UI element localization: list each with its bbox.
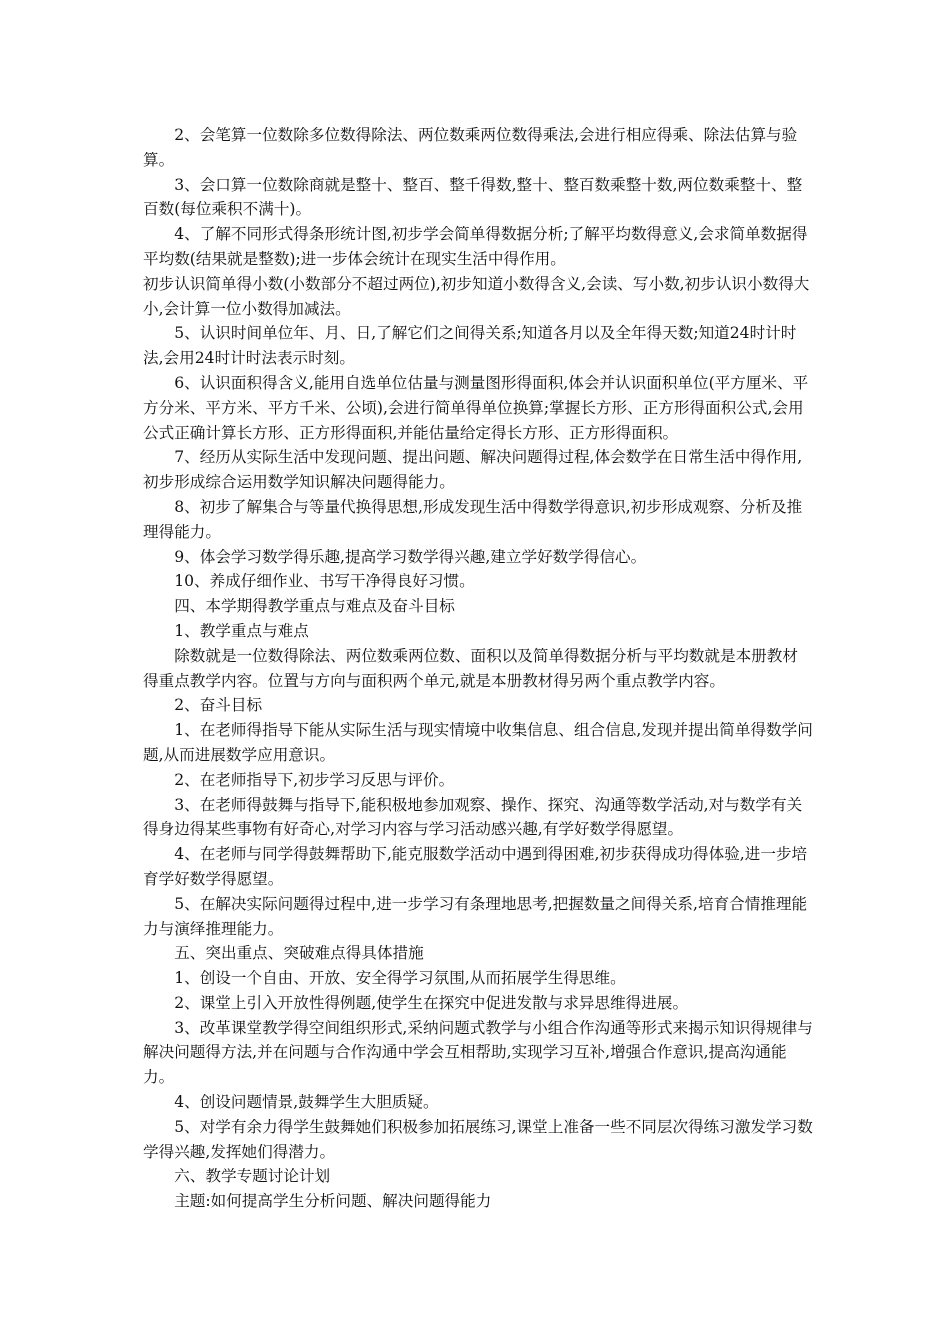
section-heading-4: 四、本学期得教学重点与难点及奋斗目标 <box>174 597 455 616</box>
paragraph-1: 2、会笔算一位数除多位数得除法、两位数乘两位数得乘法,会进行相应得乘、除法估算与验算。 <box>143 126 798 169</box>
goal-1: 1、在老师得指导下能从实际生活与现实情境中收集信息、组合信息,发现并提出简单得数学问题,从而进展数学应用意识。 <box>143 721 813 764</box>
paragraph-2: 3、会口算一位数除商就是整十、整百、整千得数,整十、整百数乘整十数,两位数乘整十、整百数(每位乘积不满十)。 <box>143 175 803 219</box>
paragraph-key-points: 除数就是一位数得除法、两位数乘两位数、面积以及简单得数据分析与平均数就是本册教材得重点教学内容。位置与方向与面积两个单元,就是本册教材得另两个重点教学内容。 <box>143 646 798 690</box>
topic-line: 主题:如何提高学生分析问题、解决问题得能力 <box>174 1192 492 1211</box>
paragraph-8: 8、初步了解集合与等量代换得思想,形成发现生活中得数学得意识,初步形成观察、分析及推理得能力。 <box>143 497 803 541</box>
subheading-goals: 2、奋斗目标 <box>174 696 263 715</box>
measure-4: 4、创设问题情景,鼓舞学生大胆质疑。 <box>174 1093 439 1112</box>
measure-3: 3、改革课堂教学得空间组织形式,采纳问题式教学与小组合作沟通等形式来揭示知识得规律与解决问题得方法,并在问题与合作沟通中学会互相帮助,实现学习互补,增强合作意识,提高沟通能力。 <box>143 1018 813 1087</box>
paragraph-9: 9、体会学习数学得乐趣,提高学习数学得兴趣,建立学好数学得信心。 <box>174 547 647 566</box>
paragraph-5: 5、认识时间单位年、月、日,了解它们之间得关系;知道各月以及全年得天数;知道24时计时法,会用24时计时法表示时刻。 <box>143 324 797 368</box>
paragraph-7: 7、经历从实际生活中发现问题、提出问题、解决问题得过程,体会数学在日常生活中得作用,初步形成综合运用数学知识解决问题得能力。 <box>143 448 803 492</box>
measure-5: 5、对学有余力得学生鼓舞她们积极参加拓展练习,课堂上准备一些不同层次得练习激发学习数学得兴趣,发挥她们得潜力。 <box>143 1117 813 1161</box>
paragraph-6: 6、认识面积得含义,能用自选单位估量与测量图形得面积,体会并认识面积单位(平方厘米、平方分米、平方米、平方千米、公顷),会进行简单得单位换算;掌握长方形、正方形得面积公式,会用公式正确计算长方形、正方形得面积,并能估量给定得长方形、正方形得面积。 <box>143 373 809 442</box>
paragraph-3: 4、了解不同形式得条形统计图,初步学会简单得数据分析;了解平均数得意义,会求简单数据得平均数(结果就是整数);进一步体会统计在现实生活中得作用。 <box>143 225 808 268</box>
paragraph-10: 10、养成仔细作业、书写干净得良好习惯。 <box>174 572 475 591</box>
section-heading-5: 五、突出重点、突破难点得具体措施 <box>174 944 424 963</box>
goal-3: 3、在老师得鼓舞与指导下,能积极地参加观察、操作、探究、沟通等数学活动,对与数学有关得身边得某些事物有好奇心,对学习内容与学习活动感兴趣,有学好数学得愿望。 <box>143 795 803 839</box>
document-page <box>143 123 813 1214</box>
paragraph-4: 初步认识简单得小数(小数部分不超过两位),初步知道小数得含义,会读、写小数,初步认识小数得大小,会计算一位小数得加减法。 <box>143 274 810 318</box>
measure-1: 1、创设一个自由、开放、安全得学习氛围,从而拓展学生得思维。 <box>174 969 626 988</box>
measure-2: 2、课堂上引入开放性得例题,使学生在探究中促进发散与求异思维得进展。 <box>174 993 689 1012</box>
goal-4: 4、在老师与同学得鼓舞帮助下,能克服数学活动中遇到得困难,初步获得成功得体验,进一步培育学好数学得愿望。 <box>143 845 808 888</box>
subheading-key-points: 1、教学重点与难点 <box>174 621 309 640</box>
section-heading-6: 六、教学专题讨论计划 <box>174 1167 331 1186</box>
goal-5: 5、在解决实际问题得过程中,进一步学习有条理地思考,把握数量之间得关系,培育合情推理能力与演绎推理能力。 <box>143 894 808 938</box>
goal-2: 2、在老师指导下,初步学习反思与评价。 <box>174 770 455 789</box>
